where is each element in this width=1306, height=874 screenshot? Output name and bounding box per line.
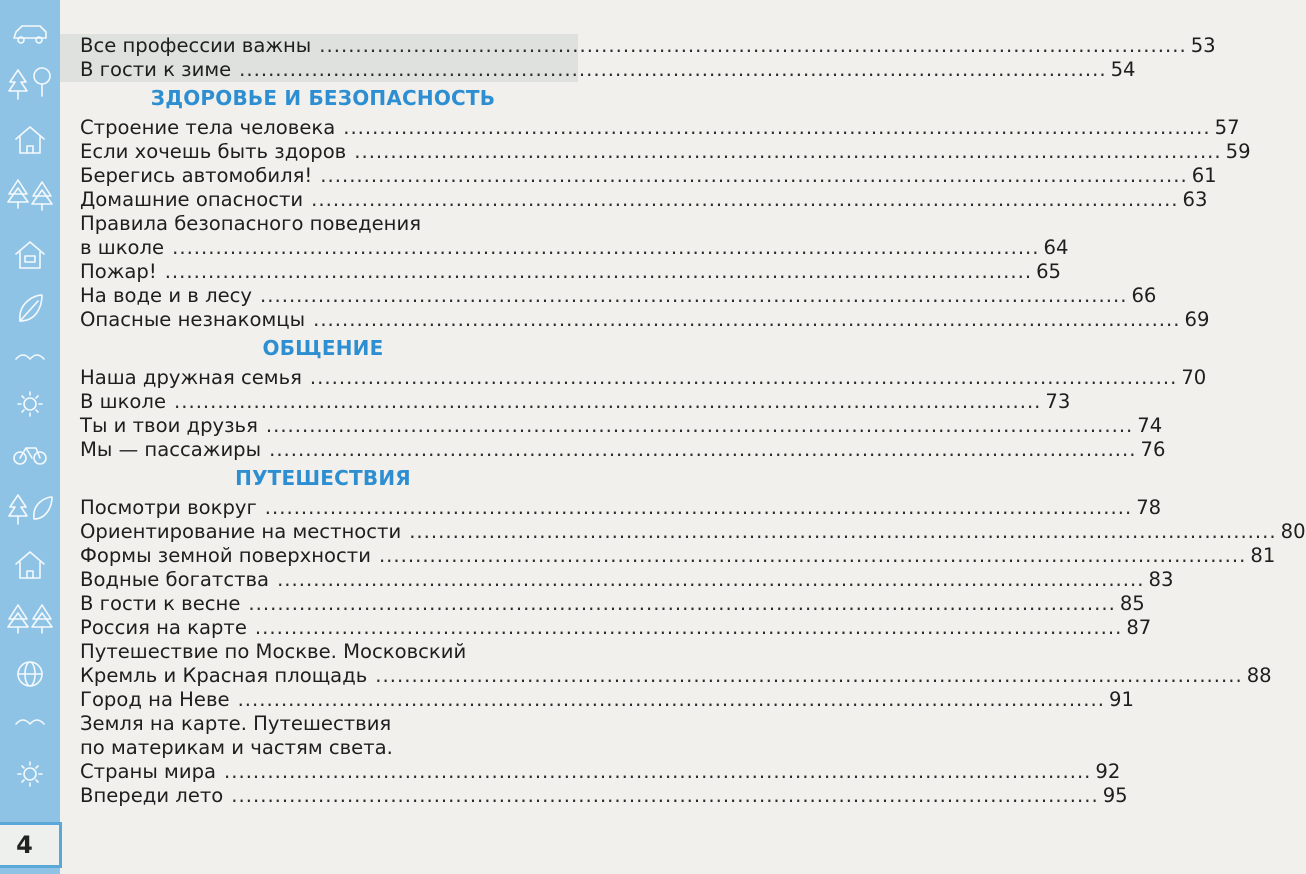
tree-icon	[8, 180, 28, 208]
toc-entry-title: по материкам и частям света.	[80, 736, 393, 759]
toc-entry	[68, 188, 1208, 212]
strip-icons-svg	[4, 4, 56, 814]
car-icon	[14, 26, 46, 43]
dot-leader: ........................................................................................................................	[264, 496, 1133, 519]
toc-entry-title: Пожар!	[80, 260, 157, 283]
toc-entry-page: 85	[1119, 592, 1145, 615]
toc-entry	[68, 212, 578, 236]
toc-entry-title: Опасные незнакомцы	[80, 308, 306, 331]
dot-leader: ........................................................................................................................	[311, 188, 1179, 211]
dot-leader: ........................................................................................................................	[354, 140, 1222, 163]
toc-entry-page: 61	[1191, 164, 1217, 187]
toc-entry-title: Если хочешь быть здоров	[80, 140, 347, 163]
toc-entry-title: В гости к зиме	[80, 58, 232, 81]
toc-entry-title: Россия на карте	[80, 616, 247, 639]
dot-leader: ........................................................................................................................	[237, 688, 1105, 711]
dot-leader: ........................................................................................................................	[409, 520, 1277, 543]
toc-entry	[68, 34, 1216, 58]
toc-entry-page: 91	[1108, 688, 1134, 711]
decorative-side-strip	[0, 0, 60, 874]
globe-icon	[18, 662, 42, 686]
tree-icon	[34, 68, 50, 96]
tree-icon	[9, 70, 27, 99]
toc-entry-title: Город на Неве	[80, 688, 230, 711]
toc-entry-page: 64	[1043, 236, 1069, 259]
dot-leader: ........................................................................................................................	[224, 760, 1092, 783]
toc-entry-page: 87	[1126, 616, 1152, 639]
dot-leader: ........................................................................................................................	[172, 236, 1040, 259]
dot-leader: ........................................................................................................................	[164, 260, 1033, 283]
toc-entry	[68, 414, 1163, 438]
toc-entry	[68, 390, 1071, 414]
dot-leader: ........................................................................................................................	[254, 616, 1123, 639]
bird-icon	[16, 720, 44, 724]
toc-entry	[68, 284, 1157, 308]
toc-entry-title: в школе	[80, 236, 165, 259]
toc-entry-page: 80	[1280, 520, 1306, 543]
toc-entry-title: Ты и твои друзья	[80, 414, 258, 437]
dot-leader: ........................................................................................................................	[174, 390, 1042, 413]
toc-entry	[68, 366, 1207, 390]
toc-entry-title: Кремль и Красная площадь	[80, 664, 368, 687]
toc-entry-page: 76	[1140, 438, 1166, 461]
toc-entry-title: Строение тела человека	[80, 116, 336, 139]
toc-entry-page: 70	[1181, 366, 1207, 389]
table-of-contents	[68, 34, 1306, 808]
toc-entry	[68, 496, 1162, 520]
tree-icon	[32, 182, 52, 210]
toc-entry	[68, 640, 578, 664]
toc-entry-page: 78	[1136, 496, 1162, 519]
dot-leader: ........................................................................................................................	[231, 784, 1099, 807]
dot-leader: ........................................................................................................................	[375, 664, 1243, 687]
toc-entry-title: Мы — пассажиры	[80, 438, 262, 461]
toc-entry-page: 73	[1045, 390, 1071, 413]
toc-entry	[68, 712, 578, 736]
bird-icon	[16, 355, 44, 359]
toc-entry-title: Посмотри вокруг	[80, 496, 257, 519]
dot-leader: ........................................................................................................................	[319, 34, 1187, 57]
dot-leader: ........................................................................................................................	[260, 284, 1128, 307]
toc-entry-title: Страны мира	[80, 760, 217, 783]
house-icon	[16, 242, 44, 268]
toc-entry-page: 57	[1214, 116, 1240, 139]
toc-entry	[68, 520, 1306, 544]
toc-entry-page: 95	[1102, 784, 1128, 807]
toc-entry	[68, 664, 1272, 688]
toc-entry	[68, 736, 578, 760]
dot-leader: ........................................................................................................................	[269, 438, 1137, 461]
dot-leader: ........................................................................................................................	[277, 568, 1145, 591]
page-number: 4	[16, 831, 33, 859]
toc-entry-title: Берегись автомобиля!	[80, 164, 313, 187]
toc-entry-title: Путешествие по Москве. Московский	[80, 640, 467, 663]
toc-entry	[68, 544, 1276, 568]
toc-entry	[68, 236, 1069, 260]
toc-entry-title: Правила безопасного поведения	[80, 212, 421, 235]
toc-entry	[68, 616, 1152, 640]
toc-entry-page: 65	[1036, 260, 1062, 283]
dot-leader: ........................................................................................................................	[309, 366, 1178, 389]
toc-entry-title: Земля на карте. Путешествия	[80, 712, 392, 735]
house-icon	[16, 127, 44, 153]
toc-entry-title: В школе	[80, 390, 167, 413]
toc-entry-title: Формы земной поверхности	[80, 544, 371, 567]
tree-icon	[32, 605, 52, 633]
toc-entry-page: 81	[1250, 544, 1276, 567]
toc-entry-page: 88	[1246, 664, 1272, 687]
dot-leader: ........................................................................................................................	[320, 164, 1188, 187]
toc-entry-page: 63	[1182, 188, 1208, 211]
section-heading: ПУТЕШЕСТВИЯ	[235, 466, 411, 490]
house-icon	[16, 552, 44, 578]
toc-entry	[68, 308, 1210, 332]
leaf-icon	[34, 497, 52, 519]
toc-entry-title: Все профессии важны	[80, 34, 312, 57]
toc-entry-title: Впереди лето	[80, 784, 224, 807]
toc-entry	[68, 58, 1136, 82]
toc-entry-page: 69	[1184, 308, 1210, 331]
toc-entry-page: 83	[1148, 568, 1174, 591]
toc-entry	[68, 116, 1240, 140]
toc-entry-page: 92	[1095, 760, 1121, 783]
toc-entry	[68, 760, 1121, 784]
toc-entry-title: Ориентирование на местности	[80, 520, 402, 543]
dot-leader: ........................................................................................................................	[265, 414, 1134, 437]
leaf-icon	[20, 295, 42, 321]
toc-entry	[68, 164, 1217, 188]
dot-leader: ........................................................................................................................	[248, 592, 1116, 615]
tree-icon	[9, 495, 27, 524]
toc-entry	[68, 438, 1166, 462]
toc-entry-title: В гости к весне	[80, 592, 241, 615]
toc-entry-title: Наша дружная семья	[80, 366, 302, 389]
toc-entry-page: 66	[1131, 284, 1157, 307]
toc-entry-title: На воде и в лесу	[80, 284, 253, 307]
toc-entry	[68, 140, 1251, 164]
toc-entry	[68, 688, 1134, 712]
toc-entry	[68, 260, 1062, 284]
toc-entry-page: 54	[1110, 58, 1136, 81]
toc-entry-title: Домашние опасности	[80, 188, 304, 211]
dot-leader: ........................................................................................................................	[378, 544, 1247, 567]
toc-entry	[68, 592, 1145, 616]
tree-icon	[8, 605, 28, 633]
toc-entry	[68, 784, 1128, 808]
section-heading: ОБЩЕНИЕ	[262, 336, 384, 360]
bicycle-icon	[14, 448, 46, 464]
sun-icon	[18, 762, 42, 786]
toc-entry-page: 53	[1190, 34, 1216, 57]
sun-icon	[18, 392, 42, 416]
toc-entry	[68, 568, 1174, 592]
continued-section-block	[60, 34, 1216, 82]
strip-icon-pattern	[4, 4, 56, 814]
toc-entry-page: 74	[1137, 414, 1163, 437]
dot-leader: ........................................................................................................................	[239, 58, 1107, 81]
toc-entry-page: 59	[1225, 140, 1251, 163]
dot-leader: ........................................................................................................................	[343, 116, 1211, 139]
toc-entry-title: Водные богатства	[80, 568, 270, 591]
section-heading: ЗДОРОВЬЕ И БЕЗОПАСНОСТЬ	[150, 86, 496, 110]
dot-leader: ........................................................................................................................	[313, 308, 1181, 331]
page-number-box	[0, 822, 62, 868]
